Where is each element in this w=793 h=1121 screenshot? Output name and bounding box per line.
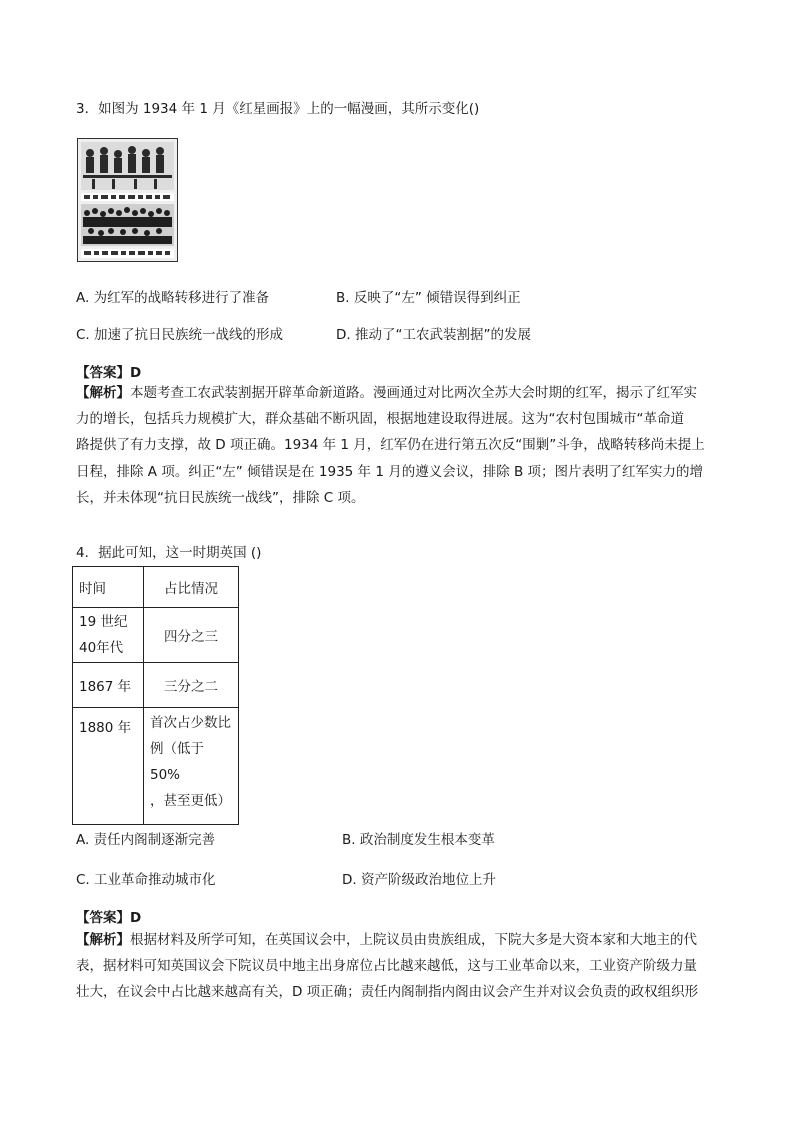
analysis-line: 力的增长，包括兵力规模扩大，群众基础不断巩固，根据地建设取得进展。这为“农村包围城市“革命道	[76, 411, 684, 428]
q4-option-c: C. 工业革命推动城市化	[76, 872, 216, 888]
table-cell: 1867 年	[73, 663, 144, 708]
q4-analysis	[76, 927, 720, 1006]
analysis-line: 【解析】根据材料及所学可知，在英国议会中，上院议员由贵族组成，下院大多是大资本家和大地主的代	[76, 932, 697, 948]
analysis-label: 【解析】	[76, 932, 130, 948]
table-header-row	[73, 567, 239, 608]
table-cell: 首次占少数比 例（低于 50% ，甚至更低）	[144, 708, 239, 825]
question-3-stem: 3．如图为 1934 年 1 月《红星画报》上的一幅漫画，其所示变化()	[76, 101, 480, 117]
analysis-line: 路提供了有力支撑，故 D 项正确。1934 年 1 月，红军仍在进行第五次反“围剿”斗争，战略转移尚未提上	[76, 437, 705, 454]
q4-option-a: A. 责任内阁制逐渐完善	[76, 832, 216, 848]
q3-answer: 【答案】D	[76, 365, 142, 381]
cartoon-image	[77, 138, 178, 262]
analysis-line: 长，并未体现“抗日民族统一战线”，排除 C 项。	[76, 489, 365, 506]
table-cell: 19 世纪 40年代	[73, 608, 144, 663]
q3-analysis	[76, 380, 720, 511]
q3-option-d: D. 推动了“工农武装割据”的发展	[336, 327, 531, 343]
data-table	[72, 566, 239, 825]
analysis-line: 表，据材料可知英国议会下院议员中地主出身席位占比越来越低，这与工业革命以来，工业资产阶级力量	[76, 958, 697, 975]
table-row	[73, 608, 239, 663]
analysis-line: 壮大，在议会中占比越来越高有关，D 项正确；责任内阁制指内阁由议会产生并对议会负责的政权组织形	[76, 984, 699, 1001]
table-row	[73, 663, 239, 708]
q3-option-c: C. 加速了抗日民族统一战线的形成	[76, 327, 284, 343]
table-cell: 1880 年	[73, 708, 144, 825]
analysis-line: 日程，排除 A 项。纠正“左” 倾错误是在 1935 年 1 月的遵义会议，排除 B 项；图片表明了红军实力的增	[76, 463, 704, 480]
cartoon-illustration	[78, 139, 177, 261]
table-header: 时间	[73, 567, 144, 608]
analysis-line: 【解析】本题考查工农武装割据开辟革命新道路。漫画通过对比两次全苏大会时期的红军，揭示了红军实	[76, 385, 697, 401]
question-4-stem: 4．据此可知，这一时期英国 ()	[76, 545, 262, 561]
q4-option-b: B. 政治制度发生根本变革	[342, 832, 495, 848]
analysis-label: 【解析】	[76, 385, 130, 401]
q3-option-b: B. 反映了“左” 倾错误得到纠正	[336, 290, 521, 306]
q3-option-a: A. 为红军的战略转移进行了准备	[76, 290, 270, 306]
table-cell: 四分之三	[144, 608, 239, 663]
table-header: 占比情况	[144, 567, 239, 608]
table-cell: 三分之二	[144, 663, 239, 708]
q4-answer: 【答案】D	[76, 910, 142, 926]
q4-option-d: D. 资产阶级政治地位上升	[342, 872, 496, 888]
table-row	[73, 708, 239, 825]
